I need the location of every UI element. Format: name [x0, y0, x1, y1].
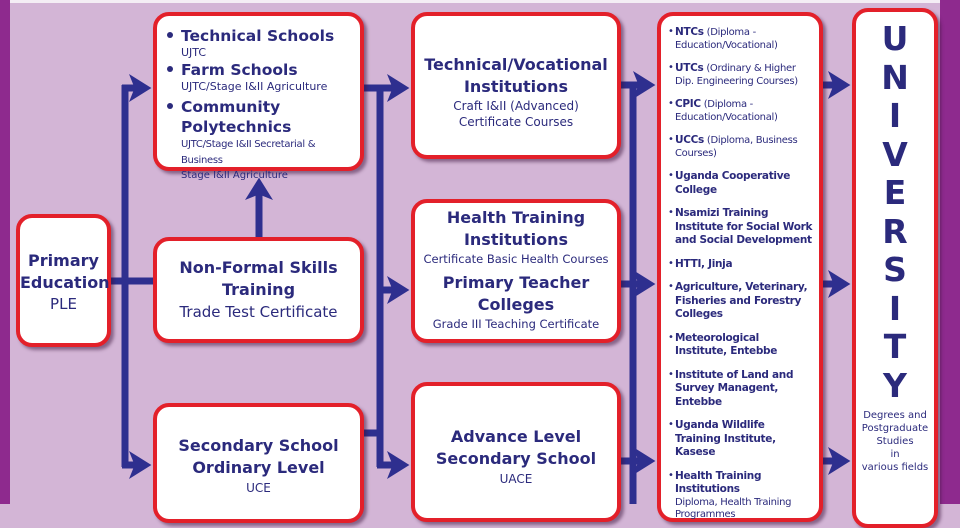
university-sub-2: Postgraduate: [861, 423, 929, 434]
item-sub: UJTC/Stage I&II Agriculture: [181, 80, 328, 93]
list-item: [669, 207, 813, 248]
secondary-ordinary-box: [153, 403, 364, 523]
item-title: Farm Schools: [181, 61, 298, 79]
ptc-sub: Grade III Teaching Certificate: [432, 317, 600, 331]
university-sub-3: Studies: [876, 436, 914, 447]
university-letter: N: [881, 57, 909, 97]
item-name: Uganda Cooperative College: [675, 170, 791, 196]
item-name: Meteorological Institute, Entebbe: [675, 331, 778, 357]
list-item: [669, 281, 813, 322]
nfs-title-1: Non-Formal Skills: [179, 258, 338, 277]
item-detail: (Diploma, Business Courses): [675, 135, 798, 159]
list-item: [669, 170, 813, 197]
health-ptc-box: [411, 199, 621, 343]
nfs-title-2: Training: [221, 280, 296, 299]
university-sub-1: Degrees and: [863, 410, 927, 421]
ptc-title-2: Colleges: [477, 295, 555, 314]
techvoc-sub-1: Craft I&II (Advanced): [453, 99, 579, 113]
item-sub-2: Stage I&II Agriculture: [181, 170, 288, 181]
university-letter: U: [881, 19, 909, 58]
university-letter: S: [883, 250, 907, 289]
advance-level-box: [411, 382, 621, 522]
list-item: [161, 26, 356, 60]
list-item: [669, 419, 813, 460]
university-letter: I: [888, 288, 902, 328]
advance-title-2: Secondary School: [435, 449, 597, 468]
item-name: CPIC: [675, 98, 701, 110]
primary-education-box: [16, 214, 111, 347]
primary-title-1: Primary: [28, 251, 99, 270]
technical-vocational-box: [411, 12, 621, 159]
university-letter: E: [883, 173, 907, 212]
item-detail: Diploma, Health Training Programmes: [675, 496, 792, 520]
university-letter: R: [882, 211, 908, 251]
vocational-schools-box: [153, 12, 364, 181]
techvoc-title-2: Institutions: [463, 77, 569, 96]
list-item: [669, 26, 813, 52]
item-name: NTCs: [675, 26, 704, 38]
primary-sub: PLE: [50, 295, 77, 313]
list-item: [669, 62, 813, 88]
list-item: [161, 97, 356, 183]
university-letter: I: [888, 96, 902, 135]
item-detail: (Diploma - Education/Vocational): [675, 99, 778, 123]
item-name: Uganda Wildlife Training Institute, Kasese: [675, 419, 776, 458]
item-detail: (Diploma - Education/Vocational): [675, 27, 778, 51]
tertiary-institutions-box: [657, 12, 823, 522]
item-name: Nsamizi Training Institute for Social Work and Social Development: [675, 207, 813, 246]
health-title-1: Health Training: [446, 208, 586, 227]
list-item: [161, 60, 356, 94]
item-sub: UJTC: [181, 46, 207, 59]
techvoc-title-1: Technical/Vocational: [424, 55, 608, 74]
list-item: [669, 134, 813, 160]
item-title: Community Polytechnics: [181, 98, 292, 136]
item-name: HTTI, Jinja: [675, 257, 733, 270]
secondary-sub: UCE: [246, 481, 271, 495]
list-item: [669, 470, 813, 522]
item-name: Institute of Land and Survey Managent, Entebbe: [675, 368, 794, 408]
item-name: Health Training Institutions: [675, 469, 762, 495]
secondary-title-2: Ordinary Level: [192, 458, 325, 477]
university-letter: T: [883, 327, 907, 366]
primary-title-2: Education: [20, 273, 110, 292]
list-item: [669, 98, 813, 124]
health-title-2: Institutions: [463, 230, 569, 249]
university-sub-4: in: [890, 449, 900, 460]
advance-title-1: Advance Level: [450, 427, 582, 446]
list-item: [669, 258, 813, 272]
non-formal-skills-box: [153, 237, 364, 343]
university-letter: Y: [883, 365, 907, 405]
item-name: UTCs: [675, 62, 704, 74]
ptc-title-1: Primary Teacher: [442, 273, 590, 292]
university-letter: V: [882, 134, 908, 174]
nfs-sub: Trade Test Certificate: [179, 303, 338, 321]
techvoc-sub-2: Certificate Courses: [458, 115, 574, 129]
advance-sub: UACE: [499, 472, 533, 486]
health-sub: Certificate Basic Health Courses: [423, 252, 609, 266]
list-item: [669, 369, 813, 410]
item-name: Agriculture, Veterinary, Fisheries and Forestry Colleges: [675, 281, 808, 320]
university-sub-5: various fields: [861, 462, 929, 473]
item-title: Technical Schools: [181, 27, 335, 45]
item-sub: UJTC/Stage I&II Secretarial & Business: [181, 139, 316, 166]
secondary-title-1: Secondary School: [178, 436, 339, 455]
university-letters: [856, 20, 934, 405]
item-name: UCCs: [675, 134, 704, 146]
university-box: [852, 8, 938, 528]
list-item: [669, 332, 813, 359]
item-detail: (Ordinary & Higher Dip. Engineering Courses): [675, 63, 798, 87]
